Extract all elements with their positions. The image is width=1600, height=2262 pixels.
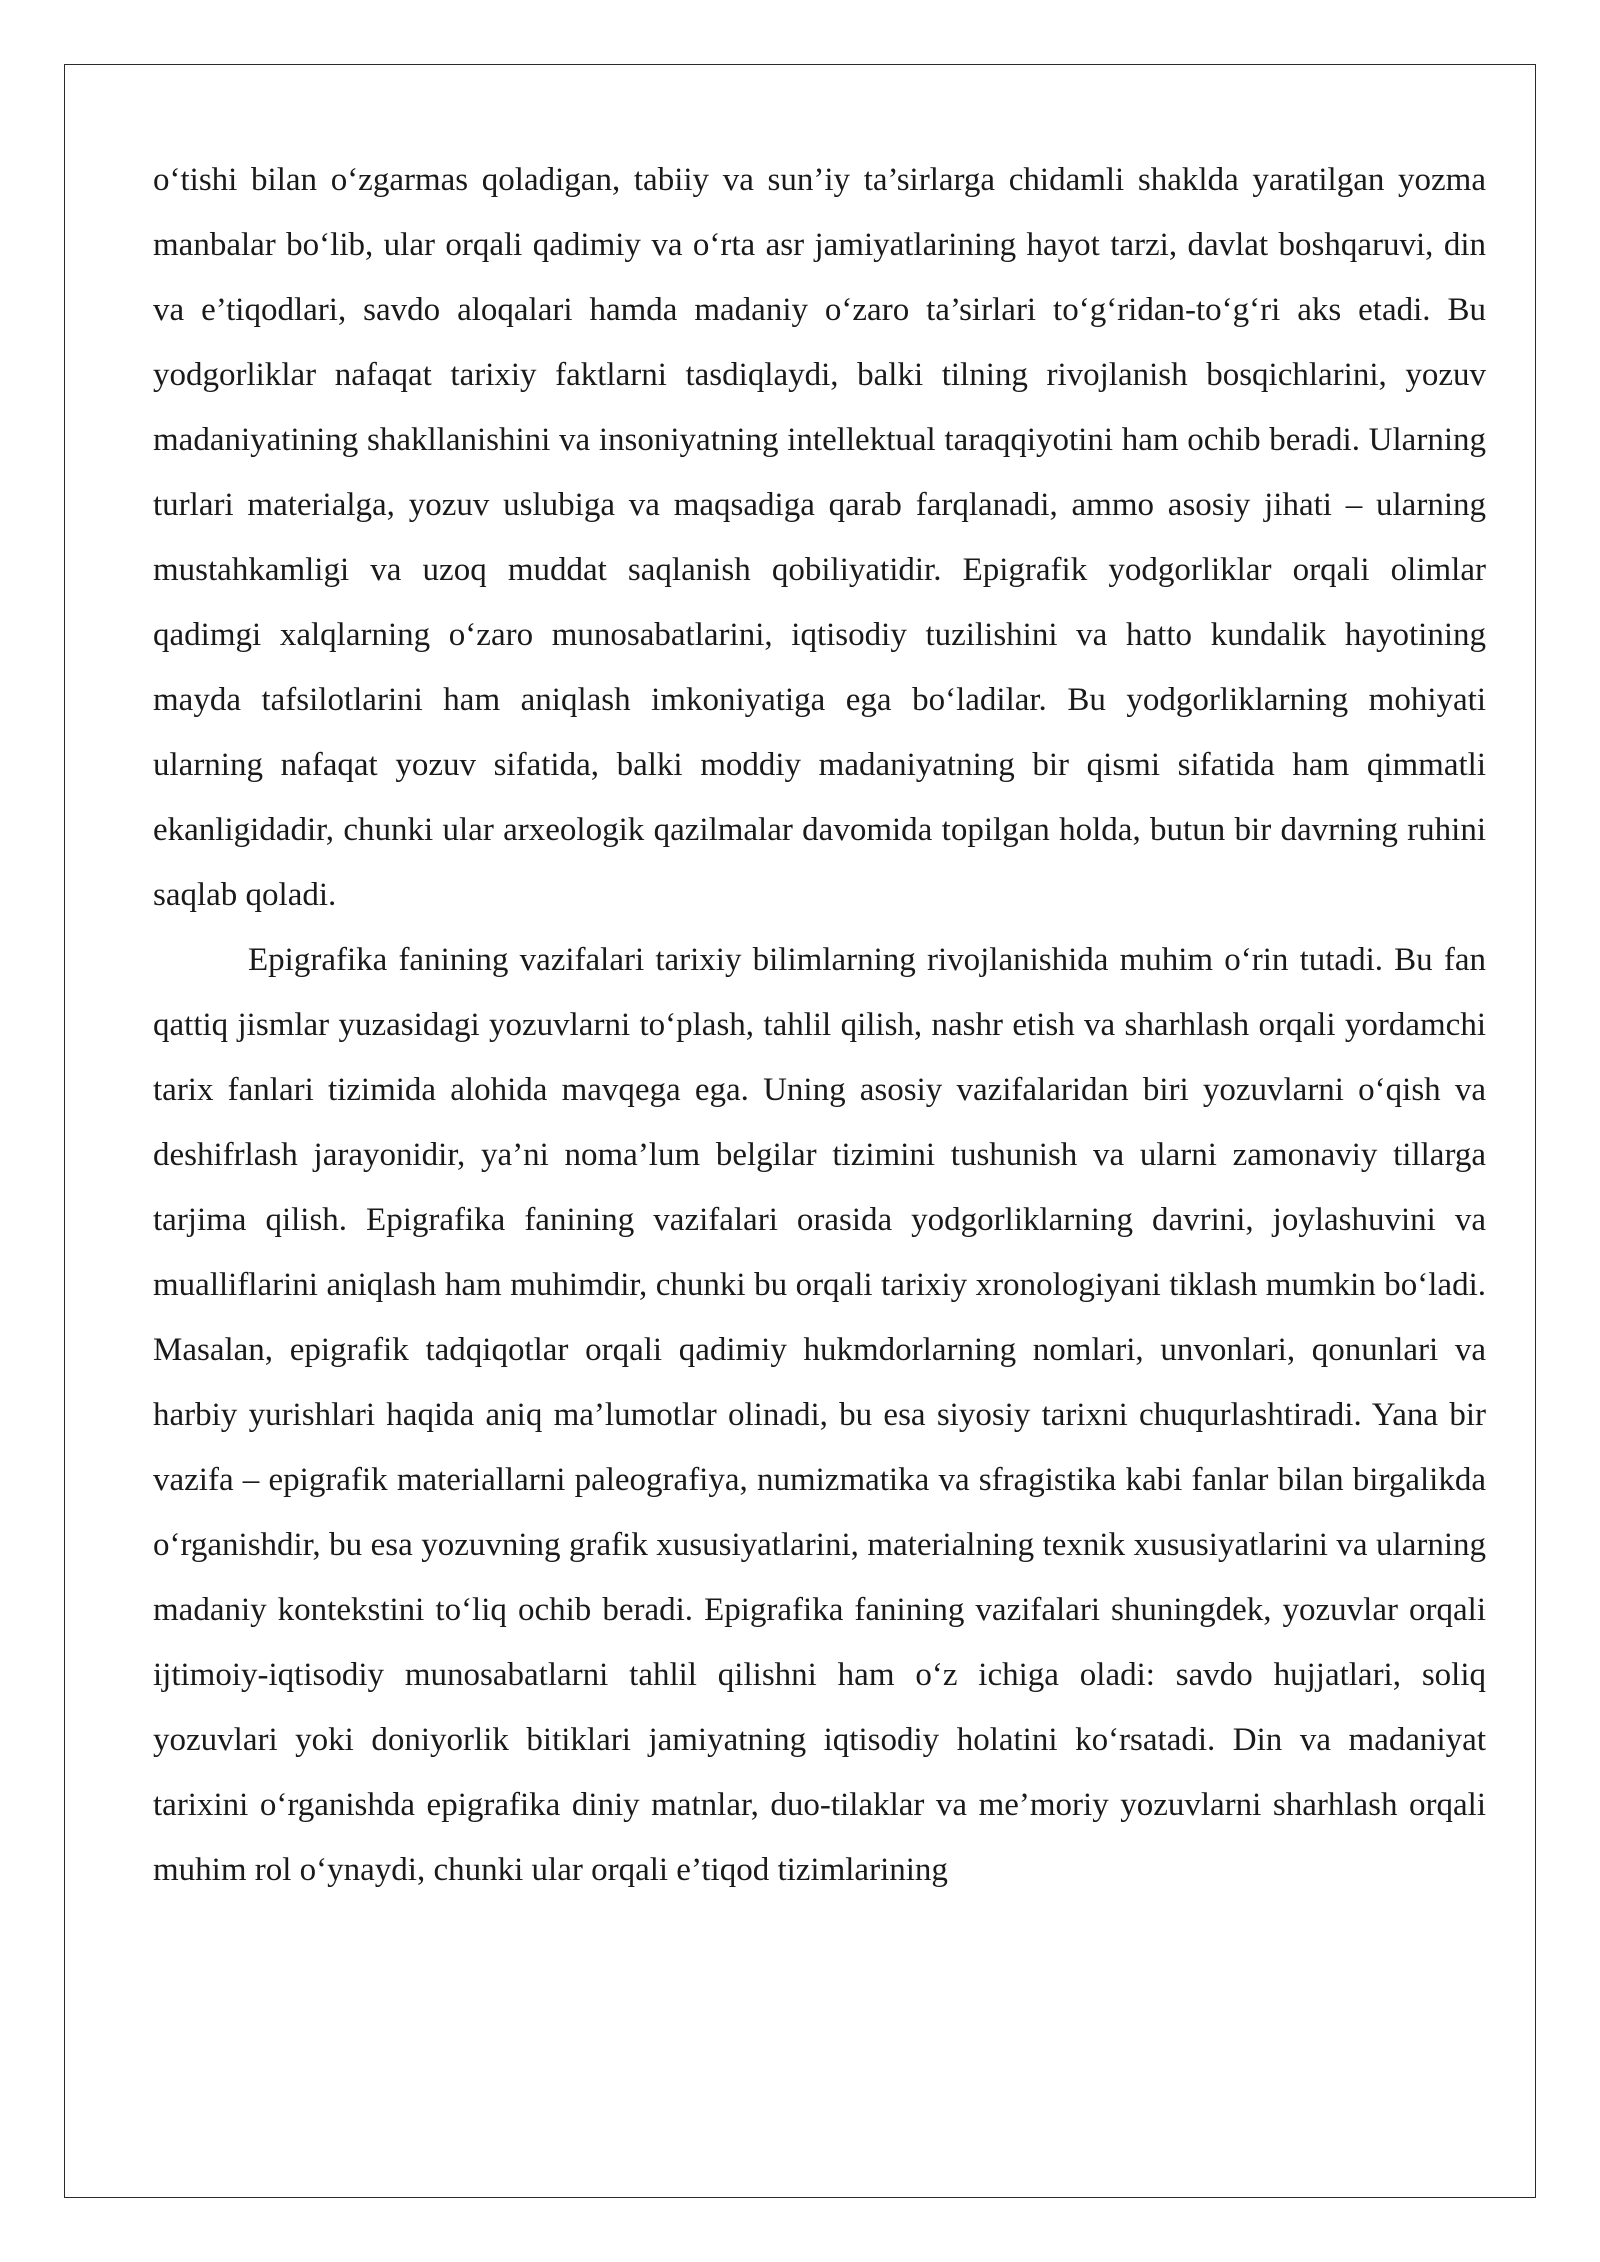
paragraph-epigrafika-vazifalari: Epigrafika fanining vazifalari tarixiy bilimlarning rivojlanishida muhim o‘rin tutadi. Bu fan qattiq jismlar yuzasidagi yozuvlarni to‘plash, tahlil qilish, nashr etish va sharhlash orqali yordamchi tarix fanlari tizimida alohida mavqega ega. Uning asosiy vazifalaridan biri yozuvlarni o‘qish va deshifrlash jarayonidir, ya’ni noma’lum belgilar tizimini tushunish va ularni zamonaviy tillarga tarjima qilish. Epigrafika fanining vazifalari orasida yodgorliklarning davrini, joylashuvini va mualliflarini aniqlash ham muhimdir, chunki bu orqali tarixiy xronologiyani tiklash mumkin bo‘ladi. Masalan, epigrafik tadqiqotlar orqali qadimiy hukmdorlarning nomlari, unvonlari, qonunlari va harbiy yurishlari haqida aniq ma’lumotlar olinadi, bu esa siyosiy tarixni chuqurlashtiradi. Yana bir vazifa – epigrafik materiallarni paleografiya, numizmatika va sfragistika kabi fanlar bilan birgalikda o‘rganishdir, bu esa yozuvning grafik xususiyatlarini, materialning texnik xususiyatlarini va ularning madaniy kontekstini to‘liq ochib beradi. Epigrafika fanining vazifalari shuningdek, yozuvlar orqali ijtimoiy-iqtisodiy munosabatlarni tahlil qilishni ham o‘z ichiga oladi: savdo hujjatlari, soliq yozuvlari yoki doniyorlik bitiklari jamiyatning iqtisodiy holatini ko‘rsatadi. Din va madaniyat tarixini o‘rganishda epigrafika diniy matnlar, duo-tilaklar va me’moriy yozuvlarni sharhlash orqali muhim rol o‘ynaydi, chunki ular orqali e’tiqod tizimlarining: [153, 942, 1486, 1888]
paragraph-continued: o‘tishi bilan o‘zgarmas qoladigan, tabiiy va sun’iy ta’sirlarga chidamli shaklda yaratilgan yozma manbalar bo‘lib, ular orqali qadimiy va o‘rta asr jamiyatlarining hayot tarzi, davlat boshqaruvi, din va e’tiqodlari, savdo aloqalari hamda madaniy o‘zaro ta’sirlari to‘g‘ridan-to‘g‘ri aks etadi. Bu yodgorliklar nafaqat tarixiy faktlarni tasdiqlaydi, balki tilning rivojlanish bosqichlarini, yozuv madaniyatining shakllanishini va insoniyatning intellektual taraqqiyotini ham ochib beradi. Ularning turlari materialga, yozuv uslubiga va maqsadiga qarab farqlanadi, ammo asosiy jihati – ularning mustahkamligi va uzoq muddat saqlanish qobiliyatidir. Epigrafik yodgorliklar orqali olimlar qadimgi xalqlarning o‘zaro munosabatlarini, iqtisodiy tuzilishini va hatto kundalik hayotining mayda tafsilotlarini ham aniqlash imkoniyatiga ega bo‘ladilar. Bu yodgorliklarning mohiyati ularning nafaqat yozuv sifatida, balki moddiy madaniyatning bir qismi sifatida ham qimmatli ekanligidadir, chunki ular arxeologik qazilmalar davomida topilgan holda, butun bir davrning ruhini saqlab qoladi.: [153, 162, 1486, 913]
document-body: [153, 148, 1486, 1903]
